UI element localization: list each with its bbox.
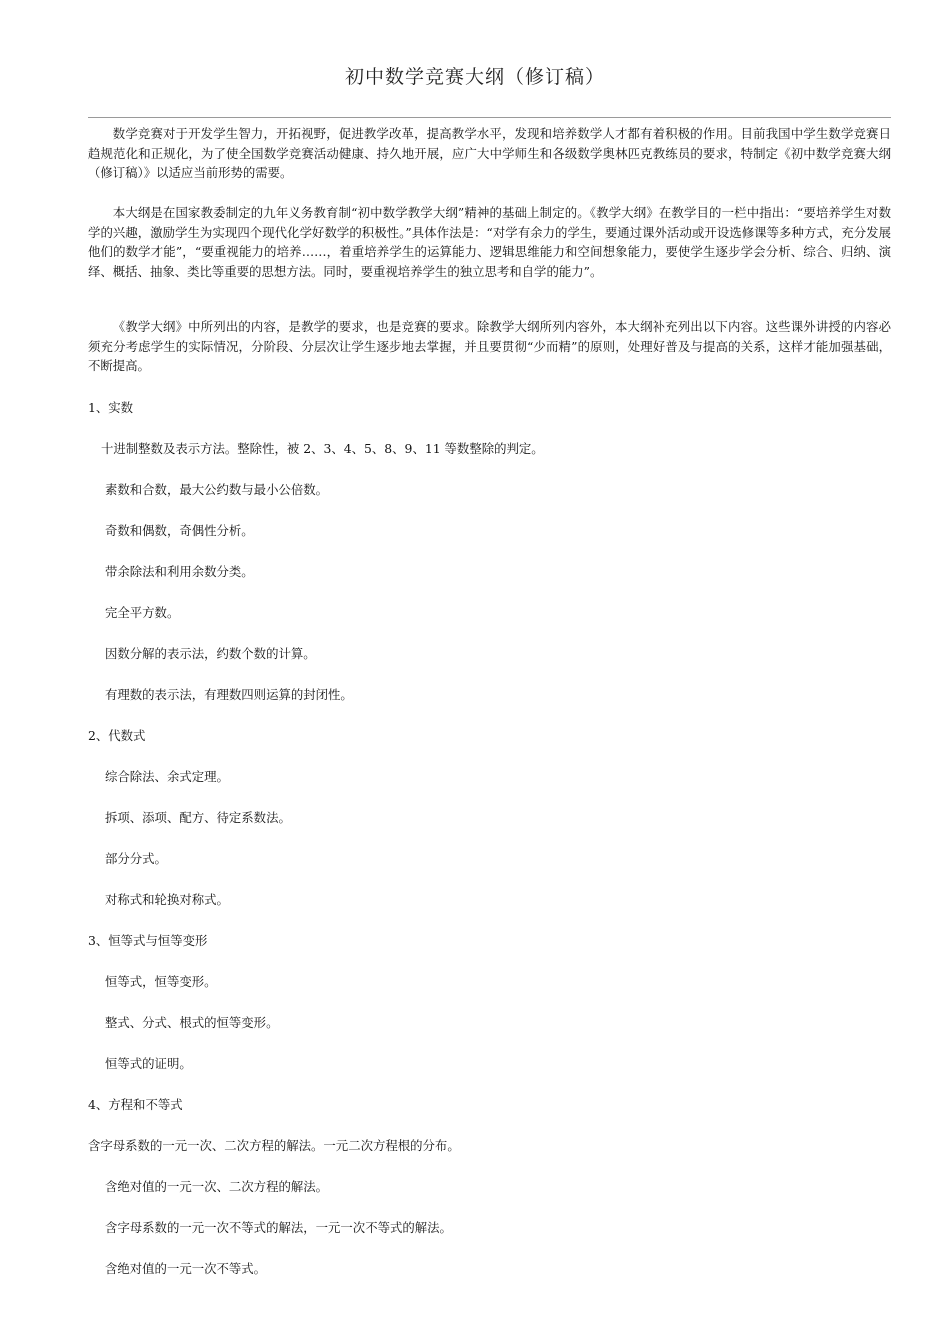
document-title: 初中数学竞赛大纲（修订稿）	[344, 66, 605, 88]
list-item: 含绝对值的一元一次不等式。	[105, 1261, 267, 1276]
list-item: 奇数和偶数，奇偶性分析。	[105, 523, 254, 538]
list-item: 带余除法和利用余数分类。	[105, 564, 254, 579]
section-heading-equations-inequalities: 4、方程和不等式	[88, 1097, 183, 1112]
list-item: 拆项、添项、配方、待定系数法。	[105, 810, 291, 825]
section-heading-real-numbers: 1、实数	[88, 400, 134, 415]
list-item: 因数分解的表示法，约数个数的计算。	[105, 646, 316, 661]
list-item: 恒等式的证明。	[105, 1056, 192, 1071]
list-item: 十进制整数及表示方法。整除性，被 2、3、4、5、8、9、11 等数整除的判定。	[101, 441, 544, 456]
intro-paragraph-3: 《教学大纲》中所列出的内容，是教学的要求，也是竞赛的要求。除教学大纲所列内容外，本大纲补充列出以下内容。这些课外讲授的内容必须充分考虑学生的实际情况，分阶段、分层次让学生逐步地去掌握，并且要贯彻“少而精”的原则，处理好普及与提高的关系，这样才能加强基础，不断提高。	[88, 319, 891, 373]
list-item: 整式、分式、根式的恒等变形。	[105, 1015, 279, 1030]
list-item: 有理数的表示法，有理数四则运算的封闭性。	[105, 687, 353, 702]
list-item: 含绝对值的一元一次、二次方程的解法。	[105, 1179, 329, 1194]
title-divider	[88, 117, 891, 118]
section-heading-identities: 3、恒等式与恒等变形	[88, 933, 208, 948]
section-heading-algebraic-expressions: 2、代数式	[88, 728, 146, 743]
list-item: 素数和合数，最大公约数与最小公倍数。	[105, 482, 329, 497]
list-item: 部分分式。	[105, 851, 167, 866]
list-item: 含字母系数的一元一次、二次方程的解法。一元二次方程根的分布。	[88, 1138, 460, 1153]
list-item: 对称式和轮换对称式。	[105, 892, 229, 907]
list-item: 综合除法、余式定理。	[105, 769, 229, 784]
list-item: 含字母系数的一元一次不等式的解法，一元一次不等式的解法。	[105, 1220, 452, 1235]
intro-paragraph-2: 本大纲是在国家教委制定的九年义务教育制“初中数学教学大纲”精神的基础上制定的。《教学大纲》在教学目的一栏中指出：“要培养学生对数学的兴趣，激励学生为实现四个现代化学好数学的积极性。”具体作法是：“对学有余力的学生，要通过课外活动或开设选修课等多种方式，充分发展他们的数学才能”，“要重视能力的培养……，着重培养学生的运算能力、逻辑思维能力和空间想象能力，要使学生逐步学会分析、综合、归纳、演绎、概括、抽象、类比等重要的思想方法。同时，要重视培养学生的独立思考和自学的能力”。	[88, 205, 891, 279]
list-item: 完全平方数。	[105, 605, 180, 620]
intro-paragraph-1: 数学竞赛对于开发学生智力，开拓视野，促进教学改革，提高教学水平，发现和培养数学人才都有着积极的作用。目前我国中学生数学竞赛日趋规范化和正规化，为了使全国数学竞赛活动健康、持久地开展，应广大中学师生和各级数学奥林匹克教练员的要求，特制定《初中数学竞赛大纲（修订稿）》以适应当前形势的需要。	[88, 126, 891, 180]
list-item: 恒等式，恒等变形。	[105, 974, 217, 989]
